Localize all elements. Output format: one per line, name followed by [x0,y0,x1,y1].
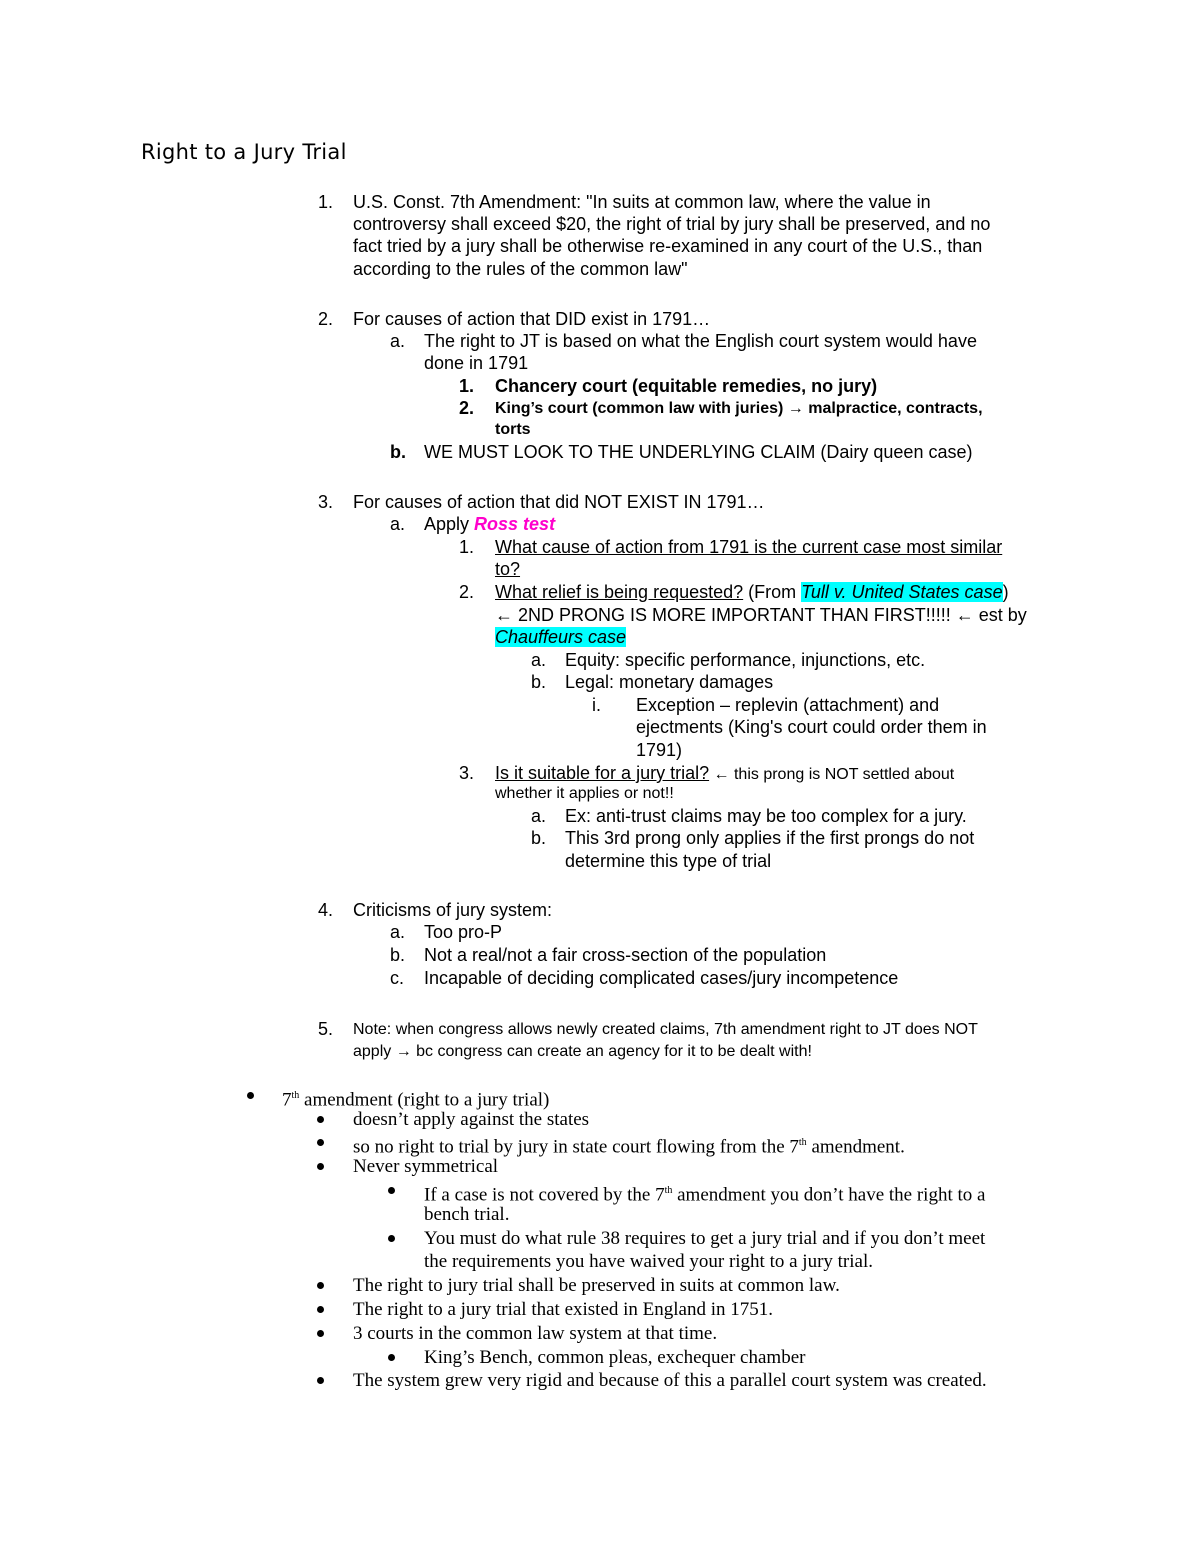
prong-2-line-1 [495,581,1009,603]
list-marker: 3. [318,492,334,512]
criticism-a: Too pro-P [424,922,503,942]
item-2a-line-2: done in 1791 [424,353,529,373]
third-prong-line-2: determine this type of trial [565,851,772,871]
list-marker: 5. [318,1019,334,1039]
bullet-dot [388,1187,395,1194]
ordinal-suffix: th [664,1185,673,1196]
item-1-line-1: U.S. Const. 7th Amendment: "In suits at common law, where the value in [353,192,931,212]
ordinal-suffix: th [798,1137,807,1148]
prong-2-close: ) [1002,582,1009,602]
prong-2-from: (From [743,582,802,602]
item-1-line-2: controversy shall exceed $20, the right of trial by jury shall be preserved, and no [353,214,991,234]
prong-3-line-2: whether it applies or not!! [495,785,674,802]
bullet-text: 7 [282,1089,292,1111]
chauffeurs-case-highlight: Chauffeurs case [495,627,627,647]
list-marker: 2. [318,309,334,329]
exception-line-2: ejectments (King's court could order them in [636,717,987,737]
ordinal-suffix: th [291,1090,300,1101]
bullet-dot [247,1092,254,1099]
kings-court-line-1: King’s court (common law with juries) → malpractice, contracts, [495,400,983,417]
list-marker: 3. [459,763,475,783]
bullet-text: amendment you don’t have the right to a [672,1184,986,1206]
bullet-text: amendment. [806,1136,905,1158]
bullet-dot [317,1330,324,1337]
bullet-dot [317,1163,324,1170]
item-4-text: Criticisms of jury system: [353,900,553,920]
chancery-court-text: Chancery court (equitable remedies, no jury) [495,376,878,396]
list-marker: 1. [459,537,475,557]
page-title: Right to a Jury Trial [141,140,347,164]
exception-line-3: 1791) [636,740,683,760]
criticism-b: Not a real/not a fair cross-section of the population [424,945,827,965]
list-marker: 4. [318,900,334,920]
prong-3-question: Is it suitable for a jury trial? [495,763,710,783]
bullet-text: so no right to trial by jury in state court flowing from the 7 [353,1136,799,1158]
equity-text: Equity: specific performance, injunctions, etc. [565,650,926,670]
bullet-dot [317,1306,324,1313]
bullet-rule-38-line-1: You must do what rule 38 requires to get a jury trial and if you don’t meet [424,1228,986,1249]
list-marker: b. [390,945,406,965]
prong-1-line-1: What cause of action from 1791 is the current case most similar [495,537,1003,557]
bullet-bench-trial-line-2: bench trial. [424,1204,510,1225]
bullet-three-courts: 3 courts in the common law system at that time. [353,1323,718,1344]
bullet-rule-38-line-2: the requirements you have waived your right to a jury trial. [424,1251,874,1272]
item-2b-text: WE MUST LOOK TO THE UNDERLYING CLAIM (Dairy queen case) [424,442,973,462]
criticism-c: Incapable of deciding complicated cases/jury incompetence [424,968,899,988]
list-marker: a. [390,514,406,534]
item-5-line-1: Note: when congress allows newly created claims, 7th amendment right to JT does NOT [353,1021,978,1038]
bullet-states: doesn’t apply against the states [353,1109,590,1130]
list-marker: b. [390,442,406,462]
third-prong-line-1: This 3rd prong only applies if the first prongs do not [565,828,975,848]
exception-line-1: Exception – replevin (attachment) and [636,695,940,715]
list-marker: i. [592,695,601,715]
prong-2-question: What relief is being requested? [495,582,744,602]
apply-text: Apply [424,514,475,534]
tull-case-highlight: Tull v. United States case [801,582,1003,602]
item-1-line-3: fact tried by a jury shall be otherwise re-examined in any court of the U.S., than [353,236,983,256]
antitrust-text: Ex: anti-trust claims may be too complex for a jury. [565,806,967,826]
list-marker: c. [390,968,405,988]
list-marker: a. [531,806,547,826]
ross-test-highlight: Ross test [474,514,556,534]
bullet-rigid-system: The system grew very rigid and because of this a parallel court system was created. [353,1370,987,1391]
item-2a-line-1: The right to JT is based on what the English court system would have [424,331,977,351]
bullet-text: If a case is not covered by the 7 [424,1184,665,1206]
item-2-text: For causes of action that DID exist in 1791… [353,309,711,329]
bullet-dot [317,1139,324,1146]
list-marker: 2. [459,398,475,418]
kings-court-line-2: torts [495,421,531,438]
bullet-england-1751: The right to a jury trial that existed in England in 1751. [353,1299,774,1320]
bullet-kings-bench: King’s Bench, common pleas, exchequer chamber [424,1347,806,1368]
list-marker: a. [531,650,547,670]
bullet-dot [317,1282,324,1289]
bullet-never-symmetrical: Never symmetrical [353,1156,499,1177]
item-3a-text [424,513,555,535]
bullet-text: amendment (right to a jury trial) [299,1089,550,1111]
prong-3-note: ← this prong is NOT settled about [709,766,955,783]
list-marker: a. [390,922,406,942]
list-marker: 1. [318,192,334,212]
item-5-line-2: apply → bc congress can create an agency for it to be dealt with! [353,1043,812,1060]
item-1-line-4: according to the rules of the common law" [353,259,688,279]
bullet-dot [388,1235,395,1242]
item-3-text: For causes of action that did NOT EXIST IN 1791… [353,492,765,512]
bullet-common-law: The right to jury trial shall be preserved in suits at common law. [353,1275,840,1296]
list-marker: b. [531,672,547,692]
prong-2-line-3 [495,626,626,648]
list-marker: b. [531,828,547,848]
bullet-dot [317,1377,324,1384]
list-marker: 1. [459,376,475,396]
bullet-dot [388,1354,395,1361]
prong-1-line-2: to? [495,559,521,579]
bullet-dot [317,1116,324,1123]
legal-text: Legal: monetary damages [565,672,774,692]
list-marker: a. [390,331,406,351]
list-marker: 2. [459,582,475,602]
prong-2-line-2: ← 2ND PRONG IS MORE IMPORTANT THAN FIRST!!!!! ← est by [495,605,1027,625]
